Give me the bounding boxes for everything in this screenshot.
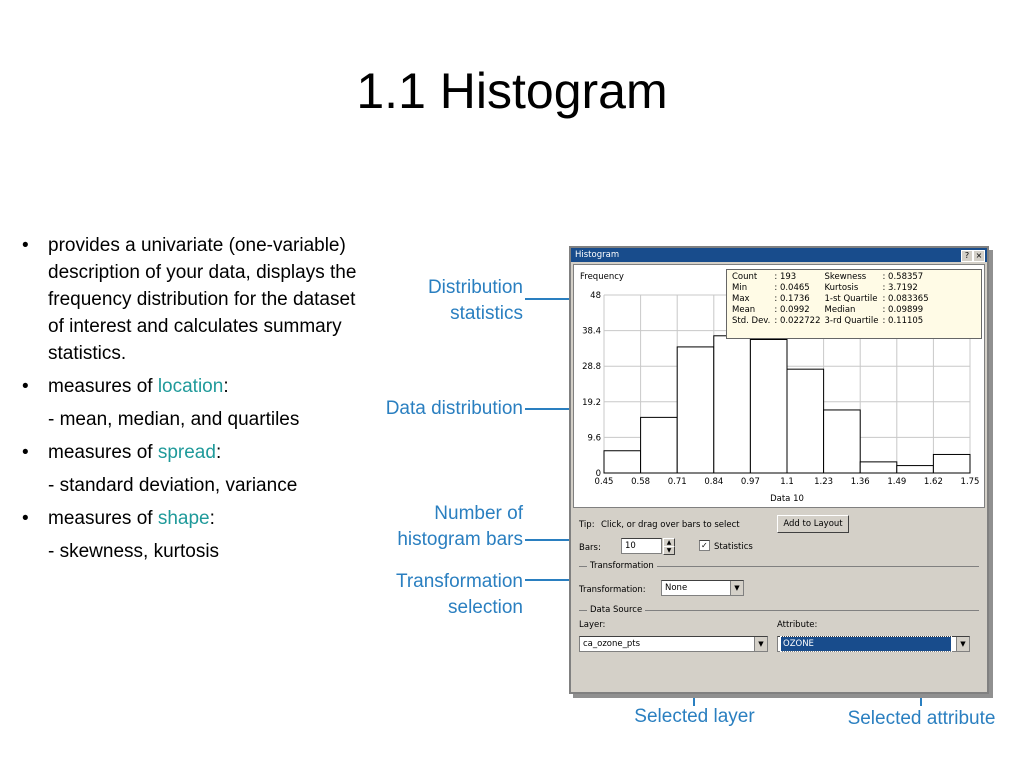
bullet-accent: location	[157, 376, 224, 397]
bullet-dot: •	[22, 508, 29, 529]
y-tick-label: 0	[595, 469, 601, 479]
histogram-bar[interactable]	[860, 462, 897, 473]
bullet-item	[22, 505, 362, 532]
y-tick-label: 28.8	[582, 362, 601, 373]
histogram-bar[interactable]	[641, 417, 678, 473]
histogram-bar[interactable]	[787, 369, 824, 473]
tip-text: Click, or drag over bars to select	[601, 520, 740, 530]
statistics-table	[730, 272, 931, 327]
stat-name: Std. Dev.	[732, 316, 771, 326]
bullet-prefix: measures of	[48, 442, 158, 463]
bullet-item	[22, 232, 362, 367]
y-axis-label: Frequency	[580, 272, 624, 282]
window-title: Histogram	[575, 250, 620, 260]
callout-selected-attribute: Selected attribute	[847, 708, 996, 729]
stat-value: : 0.09899	[882, 305, 924, 315]
stat-value: : 193	[774, 272, 797, 282]
stats-row	[730, 272, 931, 283]
stats-row	[730, 316, 931, 327]
chevron-down-icon[interactable]: ▼	[754, 637, 767, 651]
x-tick-label: 1.1	[780, 477, 794, 487]
stat-value: : 0.11105	[882, 316, 924, 326]
stat-name: Max	[732, 294, 750, 304]
bullet-text: provides a univariate (one-variable) description of your data, displays the frequency distribution for the dataset of interest and calculates summary statistics.	[48, 235, 357, 364]
bullet-subtext: - standard deviation, variance	[48, 475, 298, 496]
callout-transformation-selection: Transformation selection	[395, 571, 523, 618]
stat-value: : 0.1736	[774, 294, 810, 304]
bullet-prefix: measures of	[48, 376, 158, 397]
layer-select[interactable]	[579, 636, 768, 652]
attribute-value: OZONE	[781, 637, 951, 651]
histogram-plot[interactable]	[573, 264, 985, 508]
stat-value: : 0.022722	[774, 316, 821, 326]
histogram-bar[interactable]	[714, 336, 751, 473]
stat-value: : 0.58357	[882, 272, 924, 282]
bars-down-arrow-icon[interactable]: ▼	[663, 546, 675, 555]
x-tick-label: 0.84	[704, 477, 724, 487]
bars-label: Bars:	[579, 543, 601, 553]
bullet-item	[22, 373, 362, 400]
bullet-suffix: :	[223, 376, 229, 397]
data-source-group	[579, 605, 979, 615]
layer-label: Layer:	[579, 620, 606, 630]
bullet-suffix: :	[209, 508, 215, 529]
bars-input[interactable]: 10	[621, 538, 662, 554]
data-source-group-label: Data Source	[587, 605, 645, 615]
bullet-list	[22, 232, 362, 571]
statistics-checkbox[interactable]: ✓	[699, 540, 710, 551]
stats-row	[730, 294, 931, 305]
bullet-accent: spread	[157, 442, 216, 463]
y-tick-label: 19.2	[582, 397, 601, 408]
callout-number-of-bars: Number of histogram bars	[397, 503, 523, 550]
callout-data-distribution: Data distribution	[385, 398, 523, 419]
histogram-window	[569, 246, 989, 694]
x-tick-label: 1.49	[887, 477, 907, 487]
stat-name: Mean	[732, 305, 756, 315]
window-titlebar[interactable]	[571, 248, 987, 262]
x-tick-label: 1.62	[923, 477, 943, 487]
x-tick-label: 1.23	[814, 477, 834, 487]
help-button[interactable]: ?	[961, 250, 973, 262]
stats-row	[730, 283, 931, 294]
chevron-down-icon[interactable]: ▼	[956, 637, 969, 651]
stats-row	[730, 305, 931, 316]
histogram-bar[interactable]	[824, 410, 861, 473]
tip-label: Tip:	[579, 520, 595, 530]
statistics-panel	[726, 269, 982, 339]
stat-name: Median	[824, 305, 856, 315]
bullet-suffix: :	[215, 442, 222, 463]
bullet-accent: shape	[157, 508, 210, 529]
close-button[interactable]: ×	[973, 250, 985, 262]
callout-distribution-statistics: Distribution statistics	[427, 277, 523, 324]
transformation-select[interactable]	[661, 580, 744, 596]
bullet-dot: •	[22, 235, 29, 256]
histogram-bar[interactable]	[750, 340, 787, 474]
stat-name: 3-rd Quartile	[824, 316, 879, 326]
stat-value: : 0.083365	[882, 294, 929, 304]
stat-name: Skewness	[824, 272, 867, 282]
bullet-item	[22, 439, 362, 466]
statistics-label: Statistics	[714, 542, 753, 552]
histogram-bar[interactable]	[677, 347, 714, 473]
stat-name: Kurtosis	[824, 283, 859, 293]
histogram-bar[interactable]	[897, 466, 934, 473]
bullet-subtext: - skewness, kurtosis	[48, 541, 220, 562]
bullet-dot: •	[22, 442, 29, 463]
y-tick-label: 9.6	[587, 433, 601, 444]
bars-up-arrow-icon[interactable]: ▲	[663, 538, 675, 547]
y-tick-label: 38.4	[582, 326, 601, 337]
layer-value: ca_ozone_pts	[583, 639, 641, 649]
stat-value: : 0.0992	[774, 305, 810, 315]
slide-title: 1.1 Histogram	[356, 63, 668, 119]
x-tick-label: 1.36	[850, 477, 870, 487]
transformation-group	[579, 561, 979, 571]
x-tick-label: 0.97	[740, 477, 760, 487]
transformation-group-label: Transformation	[587, 561, 657, 571]
add-to-layout-button[interactable]: Add to Layout	[777, 515, 849, 533]
bullet-dot: •	[22, 376, 29, 397]
histogram-bar[interactable]	[933, 454, 970, 473]
x-tick-label: 0.45	[594, 477, 614, 487]
attribute-label: Attribute:	[777, 620, 818, 630]
callout-selected-layer: Selected layer	[634, 706, 755, 727]
bullet-prefix: measures of	[48, 508, 158, 529]
stat-name: 1-st Quartile	[824, 294, 878, 304]
histogram-bar[interactable]	[604, 451, 641, 473]
bullet-subtext: - mean, median, and quartiles	[48, 409, 300, 430]
x-tick-label: 0.71	[667, 477, 687, 487]
transformation-value: None	[665, 583, 688, 593]
stat-name: Min	[732, 283, 748, 293]
stat-name: Count	[732, 272, 758, 282]
transformation-label: Transformation:	[579, 585, 646, 595]
stat-value: : 3.7192	[882, 283, 918, 293]
x-tick-label: 1.75	[960, 477, 980, 487]
y-tick-label: 48	[590, 291, 601, 301]
attribute-select[interactable]	[777, 636, 970, 652]
x-axis-label: Data 10	[770, 494, 804, 504]
chevron-down-icon[interactable]: ▼	[730, 581, 743, 595]
x-tick-label: 0.58	[631, 477, 651, 487]
stat-value: : 0.0465	[774, 283, 810, 293]
